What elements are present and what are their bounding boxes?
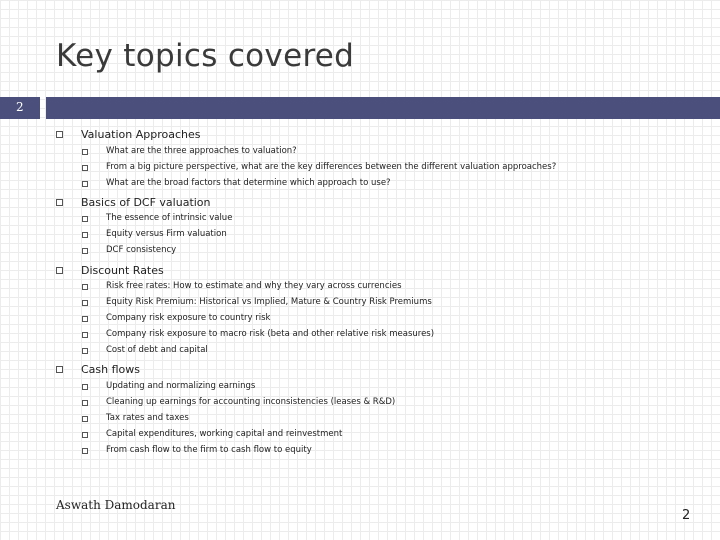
checkbox-bullet-icon <box>56 131 63 138</box>
subitem-label: Tax rates and taxes <box>106 413 189 423</box>
subitem-label: What are the three approaches to valuation? <box>106 146 297 156</box>
topic-label: Discount Rates <box>81 264 164 277</box>
author-name: Aswath Damodaran <box>56 498 176 512</box>
topic-label: Cash flows <box>81 363 141 376</box>
checkbox-bullet-icon <box>82 165 88 171</box>
checkbox-bullet-icon <box>82 416 88 422</box>
subitem-label: The essence of intrinsic value <box>106 213 233 223</box>
slide-title: Key topics covered <box>56 38 355 74</box>
topic-label: Valuation Approaches <box>81 128 201 141</box>
subitem-label: Equity Risk Premium: Historical vs Implied, Mature & Country Risk Premiums <box>106 297 432 307</box>
checkbox-bullet-icon <box>82 448 88 454</box>
checkbox-bullet-icon <box>56 199 63 206</box>
checkbox-bullet-icon <box>82 216 88 222</box>
subitem-label: Risk free rates: How to estimate and why they vary across currencies <box>106 281 402 291</box>
subitem-label: Company risk exposure to country risk <box>106 313 271 323</box>
topic-label: Basics of DCF valuation <box>81 196 211 209</box>
subitem-label: DCF consistency <box>106 245 177 255</box>
checkbox-bullet-icon <box>82 348 88 354</box>
checkbox-bullet-icon <box>82 300 88 306</box>
subitem-label: From cash flow to the firm to cash flow to equity <box>106 445 312 455</box>
checkbox-bullet-icon <box>82 384 88 390</box>
checkbox-bullet-icon <box>82 149 88 155</box>
slide-number-badge: 2 <box>0 97 40 119</box>
subitem-label: Cost of debt and capital <box>106 345 208 355</box>
checkbox-bullet-icon <box>82 332 88 338</box>
checkbox-bullet-icon <box>56 366 63 373</box>
checkbox-bullet-icon <box>82 181 88 187</box>
checkbox-bullet-icon <box>82 232 88 238</box>
checkbox-bullet-icon <box>82 432 88 438</box>
subitem-label: Capital expenditures, working capital and reinvestment <box>106 429 343 439</box>
page-number: 2 <box>682 508 691 523</box>
subitem-label: What are the broad factors that determine which approach to use? <box>106 178 391 188</box>
checkbox-bullet-icon <box>82 284 88 290</box>
checkbox-bullet-icon <box>82 400 88 406</box>
checkbox-bullet-icon <box>82 248 88 254</box>
subitem-label: Cleaning up earnings for accounting inconsistencies (leases & R&D) <box>106 397 396 407</box>
subitem-label: Company risk exposure to macro risk (beta and other relative risk measures) <box>106 329 435 339</box>
subitem-label: Equity versus Firm valuation <box>106 229 227 239</box>
checkbox-bullet-icon <box>82 316 88 322</box>
subitem-label: Updating and normalizing earnings <box>106 381 256 391</box>
subitem-label: From a big picture perspective, what are the key differences between the different valuation approaches? <box>106 162 557 172</box>
checkbox-bullet-icon <box>56 267 63 274</box>
